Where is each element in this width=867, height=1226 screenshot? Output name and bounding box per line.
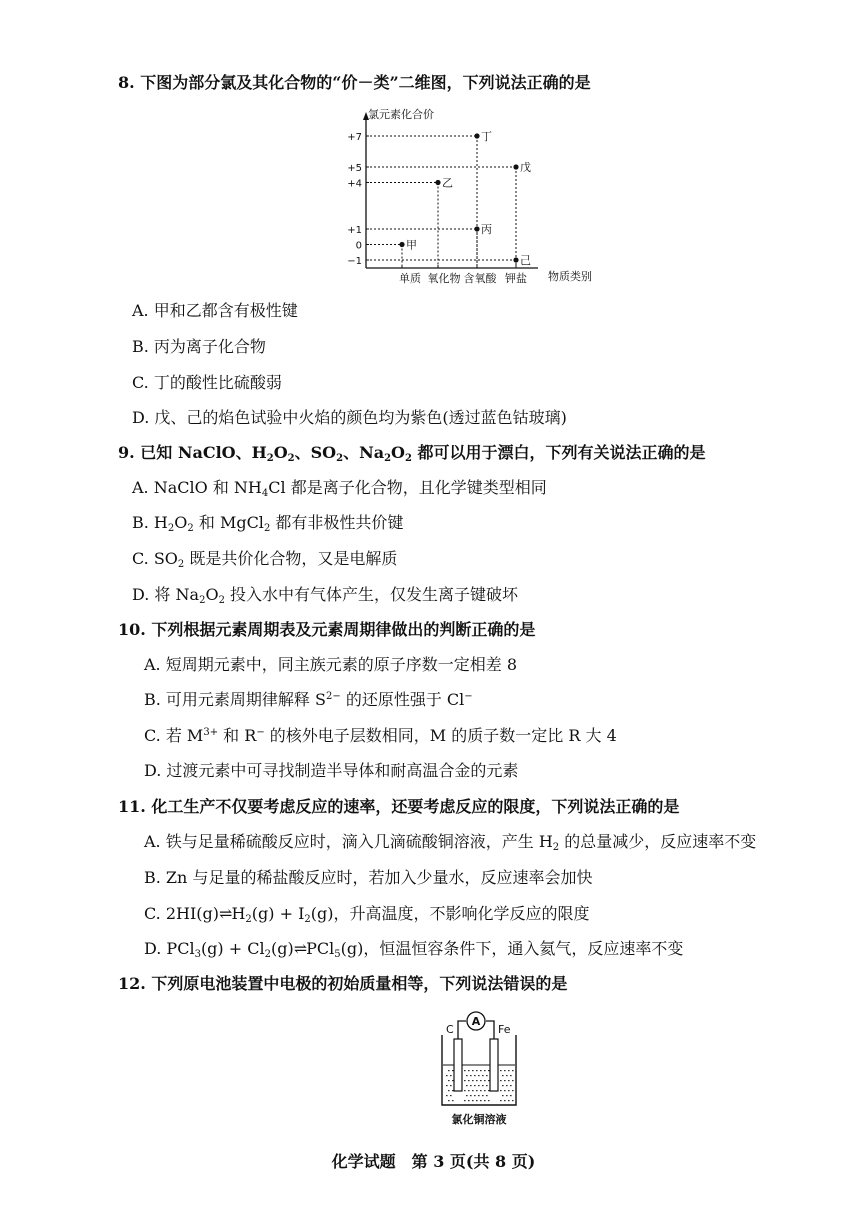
- q9-option-d[interactable]: D. 将 $Na_2O_2$ 投入水中有气体产生，仅发生离子键破坏: [132, 585, 519, 606]
- q11-option-d[interactable]: D. $PCl_3(g) + Cl_2(g)\rightleftharpoons PCl_5(g)$，恒温恒容条件下，通入氦气，反应速率不变: [144, 939, 684, 960]
- x-tick-label: 钾盐: [505, 272, 527, 285]
- data-point-label: 戊: [520, 161, 531, 174]
- y-axis-label: 氯元素化合价: [368, 108, 434, 121]
- y-tick-label: +1: [347, 225, 362, 236]
- q10-option-c[interactable]: C. 若 $M^{3+}$ 和 R− 的核外电子层数相同，M 的质子数一定比 R 大 4: [144, 726, 617, 745]
- galvanic-cell-diagram: [430, 1005, 540, 1130]
- y-tick-label: −1: [347, 256, 362, 267]
- q11-stem: 11. 化工生产不仅要考虑反应的速率，还要考虑反应的限度，下列说法正确的是: [118, 797, 680, 816]
- q10-option-d[interactable]: D. 过渡元素中可寻找制造半导体和耐高温合金的元素: [144, 761, 519, 780]
- q8-option-c[interactable]: C. 丁的酸性比硫酸弱: [132, 373, 282, 392]
- data-point-label: 乙: [442, 176, 453, 190]
- data-point-label: 丙: [481, 223, 492, 236]
- electrode-label-left: C: [446, 1023, 454, 1036]
- q9-stem: 9. 已知 NaClO、$H_2O_2$、$SO_2$、$Na_2O_2$ 都可以用于漂白，下列有关说法正确的是: [118, 443, 706, 464]
- x-tick-label: 含氧酸: [463, 272, 497, 285]
- wire-left: [458, 1021, 466, 1039]
- q9-option-a[interactable]: A. NaClO 和 $NH_4Cl$ 都是离子化合物，且化学键类型相同: [132, 478, 547, 499]
- data-point: [474, 133, 479, 138]
- q12-stem: 12. 下列原电池装置中电极的初始质量相等，下列说法错误的是: [118, 974, 568, 993]
- q11-option-c[interactable]: C. $2HI(g)\rightleftharpoons H_2(g) + I_2(g)$，升高温度，不影响化学反应的限度: [144, 904, 590, 925]
- y-tick-label: +7: [347, 132, 362, 143]
- data-point-label: 丁: [481, 130, 492, 143]
- page-footer: 化学试题 第 3 页(共 8 页): [331, 1152, 536, 1171]
- data-point: [513, 164, 518, 169]
- q9-option-b[interactable]: B. $H_2O_2$ 和 MgCl$_2$ 都有非极性共价键: [132, 513, 404, 534]
- equilibrium-arrow: ⇌: [293, 939, 307, 958]
- electrode-label-right: Fe: [498, 1023, 511, 1036]
- data-point: [435, 180, 440, 185]
- y-tick-label: 0: [355, 240, 362, 252]
- q11-option-a[interactable]: A. 铁与足量稀硫酸反应时，滴入几滴硫酸铜溶液，产生 $H_2$ 的总量减少，反应速率不变: [144, 832, 757, 853]
- q8-stem: 8. 下图为部分氯及其化合物的“价－类”二维图，下列说法正确的是: [118, 73, 591, 92]
- equilibrium-arrow: ⇌: [219, 904, 232, 923]
- valence-category-chart: [320, 100, 620, 290]
- x-axis-label: 物质类别: [548, 270, 592, 283]
- y-tick-label: +4: [347, 178, 362, 190]
- data-point: [513, 257, 518, 262]
- q10-option-a[interactable]: A. 短周期元素中，同主族元素的原子序数一定相差 8: [144, 655, 517, 674]
- data-point-label: 甲: [406, 238, 417, 252]
- data-point-label: 己: [520, 254, 531, 267]
- wire-right: [486, 1021, 494, 1039]
- ammeter-label: A: [471, 1015, 481, 1028]
- carbon-electrode: [454, 1039, 462, 1091]
- iron-electrode: [490, 1039, 498, 1091]
- x-tick-label: 单质: [399, 272, 421, 285]
- q10-option-b[interactable]: B. 可用元素周期律解释 $S^{2-}$ 的还原性强于 Cl−: [144, 690, 473, 709]
- y-tick-label: +5: [347, 163, 362, 174]
- q8-option-d[interactable]: D. 戊、己的焰色试验中火焰的颜色均为紫色(透过蓝色钴玻璃): [132, 408, 567, 427]
- q11-option-b[interactable]: B. Zn 与足量的稀盐酸反应时，若加入少量水，反应速率会加快: [144, 868, 593, 887]
- q8-option-a[interactable]: A. 甲和乙都含有极性键: [132, 301, 298, 320]
- q8-option-b[interactable]: B. 丙为离子化合物: [132, 337, 266, 356]
- q9-option-c[interactable]: C. $SO_2$ 既是共价化合物，又是电解质: [132, 549, 398, 570]
- solution-label: 氯化铜溶液: [451, 1113, 507, 1126]
- data-point: [399, 242, 404, 247]
- x-tick-label: 氧化物: [427, 272, 461, 285]
- q10-stem: 10. 下列根据元素周期表及元素周期律做出的判断正确的是: [118, 620, 536, 639]
